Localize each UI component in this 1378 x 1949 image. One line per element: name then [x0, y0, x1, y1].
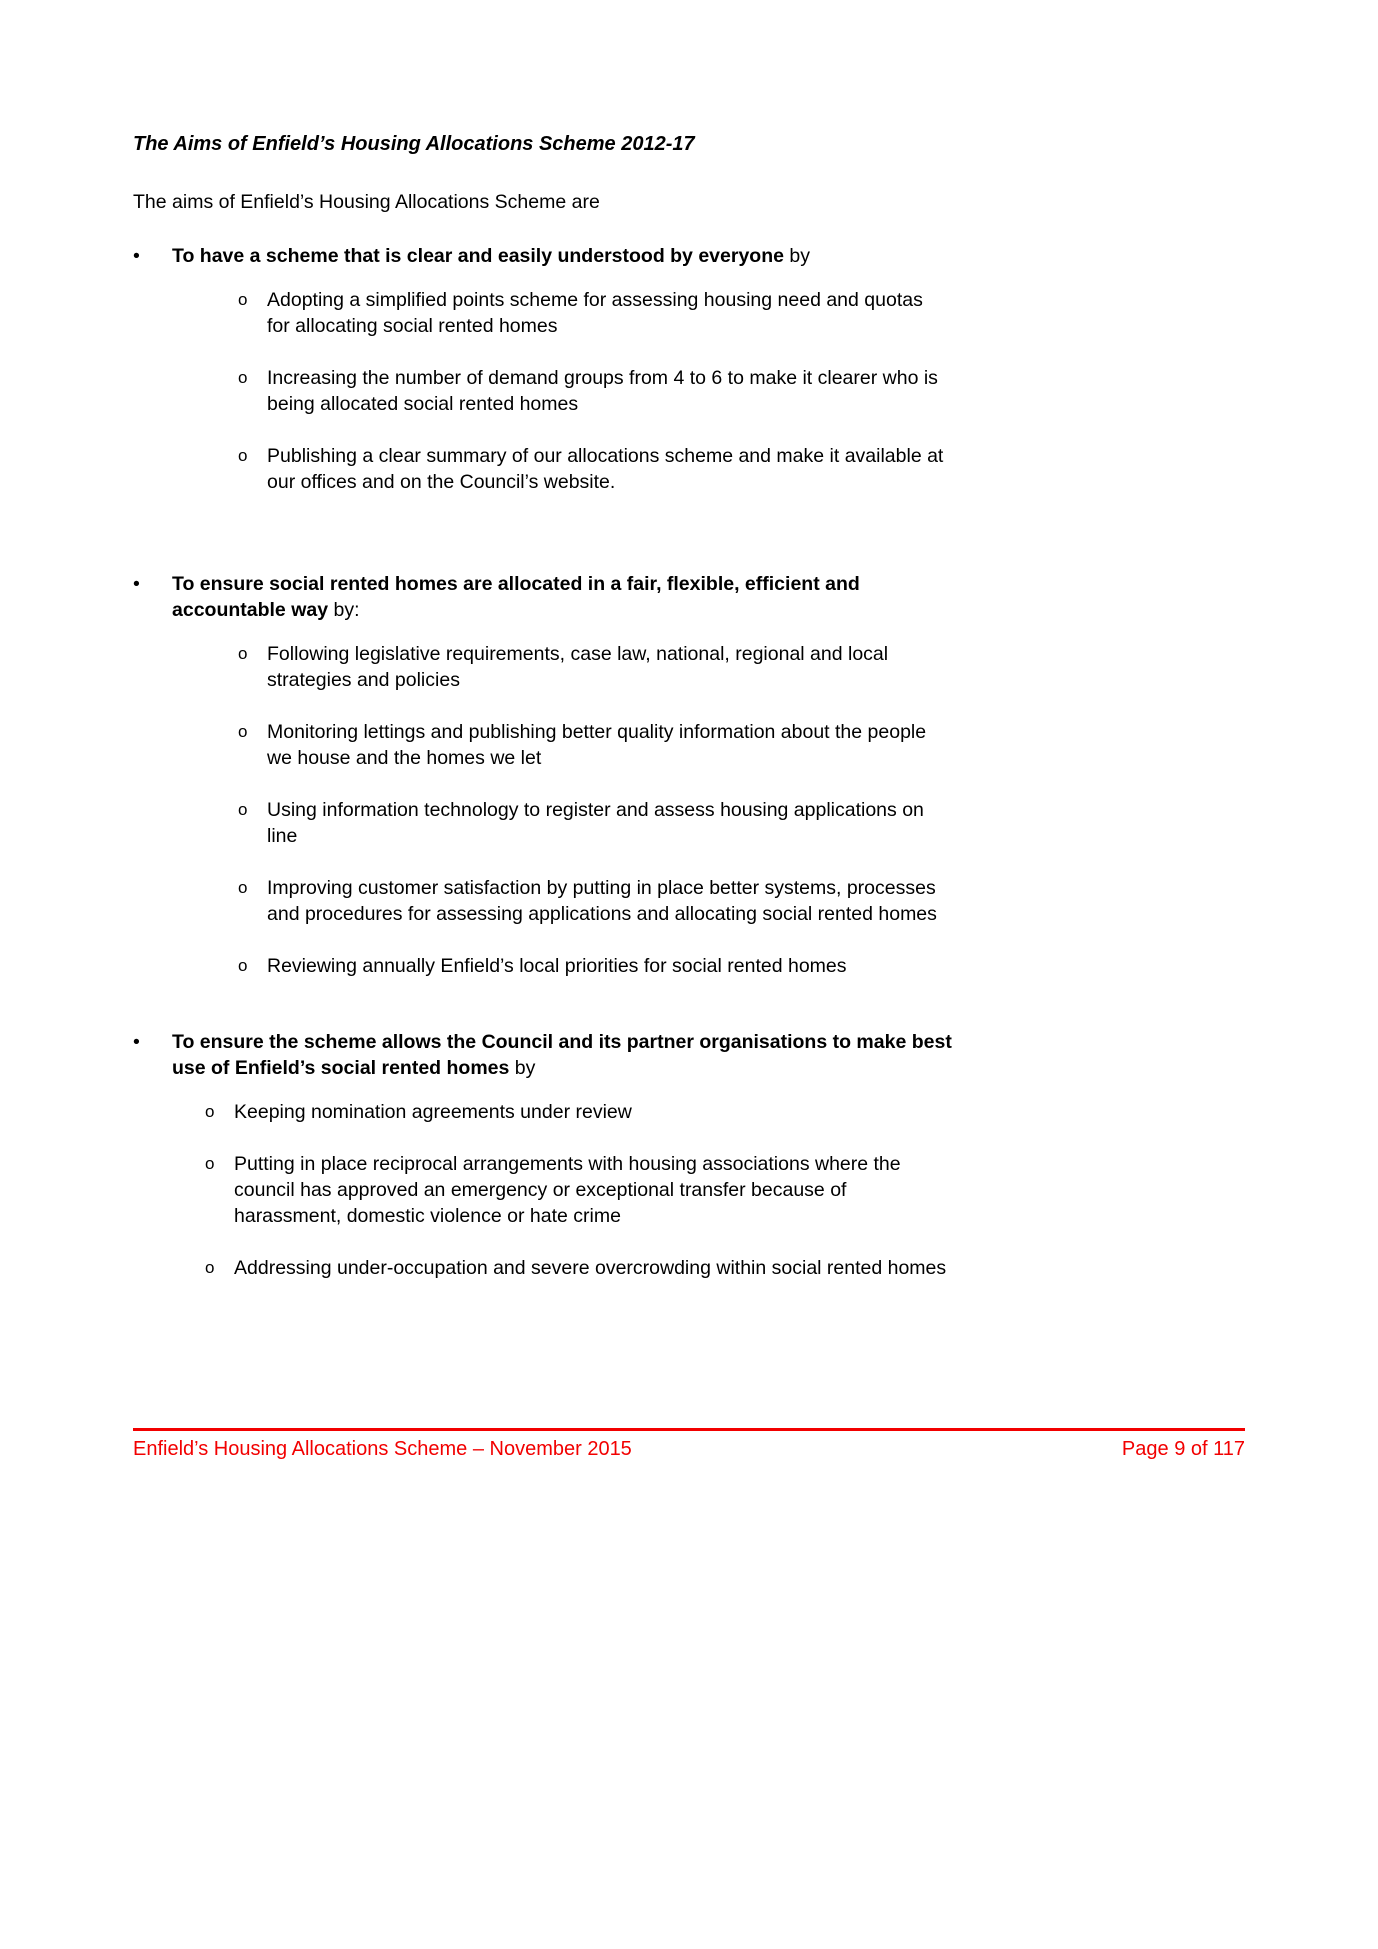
aim-heading-suffix: by	[783, 245, 810, 267]
sub-bullet-icon: o	[238, 446, 248, 465]
bullet-icon: •	[133, 1031, 140, 1053]
page-content	[133, 131, 973, 1307]
sub-bullet-icon: o	[238, 800, 248, 819]
sub-item-text: Following legislative requirements, case law, national, regional and local strategies and policies	[267, 643, 889, 691]
aim-item-3	[133, 1029, 973, 1081]
sub-item	[205, 1099, 973, 1125]
aim-item-2	[133, 571, 973, 623]
sub-item	[238, 875, 973, 927]
aim-heading-3	[172, 1029, 967, 1081]
sub-item-text: Reviewing annually Enfield’s local priorities for social rented homes	[267, 955, 847, 977]
sub-bullet-icon: o	[205, 1102, 215, 1121]
sub-item-text: Keeping nomination agreements under review	[234, 1101, 632, 1123]
sub-item	[238, 365, 973, 417]
aim-item-1	[133, 243, 973, 269]
aim-heading-bold: To ensure social rented homes are allocated in a fair, flexible, efficient and accountable way	[172, 573, 860, 621]
aim-heading-bold: To have a scheme that is clear and easily understood by everyone	[172, 245, 784, 267]
sub-item	[205, 1255, 973, 1281]
bullet-icon: •	[133, 245, 140, 267]
aim-heading-bold: To ensure the scheme allows the Council and its partner organisations to make best use of Enfield’s social rented homes	[172, 1031, 952, 1079]
aim-heading-2	[172, 571, 967, 623]
sub-item	[238, 287, 973, 339]
sub-item	[238, 641, 973, 693]
sub-bullet-icon: o	[238, 644, 248, 663]
sub-bullet-icon: o	[205, 1258, 215, 1277]
sub-bullet-icon: o	[238, 368, 248, 387]
aim-heading-1	[172, 243, 967, 269]
sub-item	[238, 443, 973, 495]
sub-item	[238, 719, 973, 771]
sub-item	[238, 953, 973, 979]
footer-document-title: Enfield’s Housing Allocations Scheme – November 2015	[133, 1438, 632, 1460]
sub-bullet-icon: o	[205, 1154, 215, 1173]
sub-item-text: Improving customer satisfaction by putting in place better systems, processes and procedures for assessing applications and allocating social rented homes	[267, 877, 937, 925]
sub-item-text: Using information technology to register and assess housing applications on line	[267, 799, 924, 847]
sub-item-text: Addressing under-occupation and severe overcrowding within social rented homes	[234, 1257, 947, 1279]
intro-paragraph: The aims of Enfield’s Housing Allocations Scheme are	[133, 191, 600, 213]
sub-item-text: Increasing the number of demand groups from 4 to 6 to make it clearer who is being allocated social rented homes	[267, 367, 938, 415]
sub-bullet-icon: o	[238, 878, 248, 897]
sub-bullet-icon: o	[238, 722, 248, 741]
page-title: The Aims of Enfield’s Housing Allocations Scheme 2012-17	[133, 133, 695, 155]
sub-item-text: Monitoring lettings and publishing better quality information about the people we house and the homes we let	[267, 721, 927, 769]
sub-item-text: Adopting a simplified points scheme for assessing housing need and quotas for allocating social rented homes	[267, 289, 923, 337]
bullet-icon: •	[133, 573, 140, 595]
aim-heading-suffix: by:	[328, 599, 360, 621]
aim-heading-suffix: by	[509, 1057, 536, 1079]
sub-bullet-icon: o	[238, 290, 248, 309]
page-footer	[133, 1428, 1245, 1462]
sub-item	[205, 1151, 973, 1229]
sub-item	[238, 797, 973, 849]
sub-bullet-icon: o	[238, 956, 248, 975]
sub-item-text: Publishing a clear summary of our allocations scheme and make it available at our offices and on the Council’s website.	[267, 445, 944, 493]
footer-page-number: Page 9 of 117	[1121, 1438, 1245, 1460]
sub-item-text: Putting in place reciprocal arrangements with housing associations where the council has approved an emergency or exceptional transfer because of harassment, domestic violence or hate crime	[234, 1153, 901, 1227]
